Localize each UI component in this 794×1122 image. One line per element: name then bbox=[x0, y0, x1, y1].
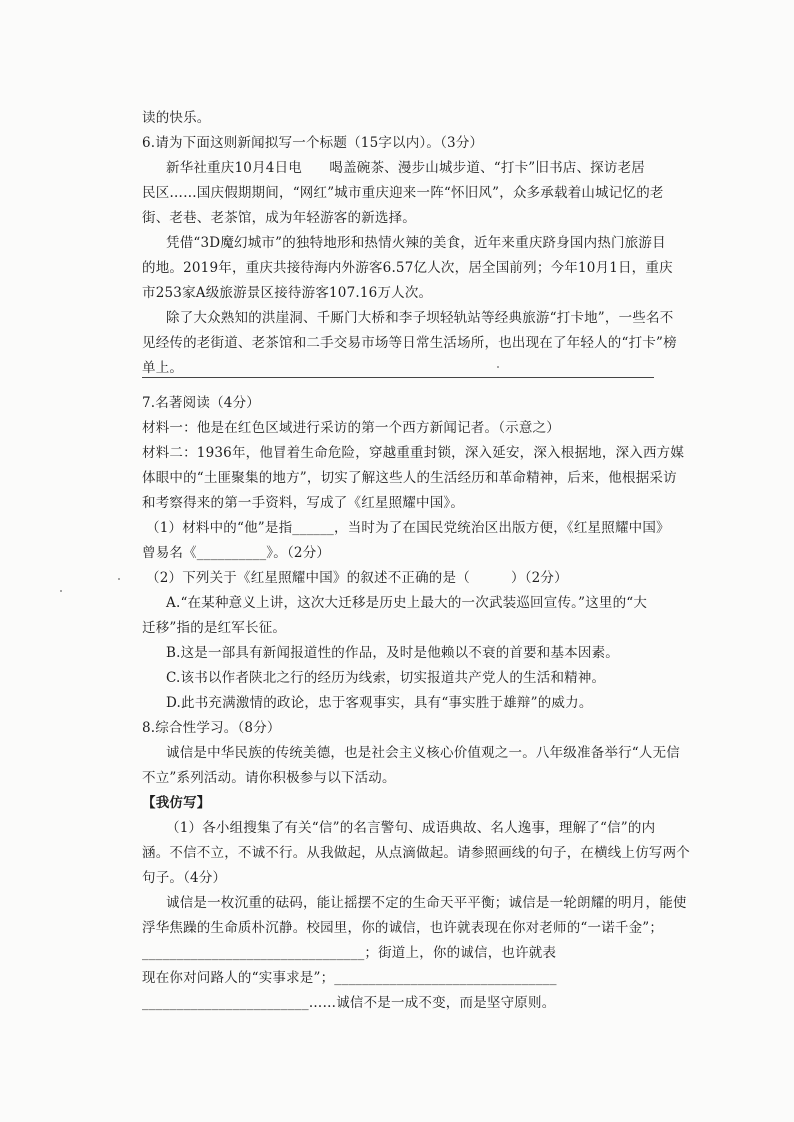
text-line: 单上。 bbox=[142, 360, 184, 376]
text-line: 凭借“3D魔幻城市”的独特地形和热情火辣的美食，近年来重庆跻身国内热门旅游目 bbox=[166, 235, 666, 251]
text-line: 材料二：1936年，他冒着生命危险，穿越重重封锁，深入延安，深入根据地，深入西方媒 bbox=[142, 445, 685, 461]
text-line: （2）下列关于《红星照耀中国》的叙述不正确的是（ ）（2分） bbox=[146, 570, 568, 586]
answer-blank-line[interactable]: 现在你对问路人的“实事求是”；________________________________ bbox=[142, 970, 557, 986]
text-line: 市253家A级旅游景区接待游客107.16万人次。 bbox=[142, 285, 433, 301]
text-line: （1）材料中的“他”是指______，当时为了在国民党统治区出版方便，《红星照耀中国》 bbox=[146, 520, 670, 536]
scan-speck bbox=[118, 578, 120, 580]
scan-speck bbox=[497, 366, 499, 368]
option-c: C.该书以作者陕北之行的经历为线索，切实报道共产党人的生活和精神。 bbox=[166, 670, 606, 686]
text-line: 诚信是中华民族的传统美德，也是社会主义核心价值观之一。八年级准备举行“人无信 bbox=[166, 745, 681, 761]
option-d: D.此书充满激情的政论，忠于客观事实，具有“事实胜于雄辩”的威力。 bbox=[166, 695, 593, 711]
text-line: 的地。2019年，重庆共接待海内外游客6.57亿人次，居全国前列；今年10月1日，重庆 bbox=[142, 260, 673, 276]
text-line: 句子。（4分） bbox=[142, 870, 227, 886]
question-6-heading: 6.请为下面这则新闻拟写一个标题（15字以内）。（3分） bbox=[142, 135, 484, 151]
text-line: 浮华焦躁的生命质朴沉静。校园里，你的诚信，也许就表现在你对老师的“一诺千金”； bbox=[142, 920, 664, 936]
text-line: 民区……国庆假期期间，“网红”城市重庆迎来一阵“怀旧风”，众多承载着山城记忆的老 bbox=[142, 185, 664, 201]
option-b: B.这是一部具有新闻报道性的作品，及时是他赖以不衰的首要和基本因素。 bbox=[166, 645, 620, 661]
text-line: 见经传的老街道、老茶馆和二手交易市场等日常生活场所，也出现在了年轻人的“打卡”榜 bbox=[142, 335, 677, 351]
text-line: 街、老巷、老茶馆，成为年轻游客的新选择。 bbox=[142, 210, 416, 226]
text-line: 除了大众熟知的洪崖洞、千厮门大桥和李子坝轻轨站等经典旅游“打卡地”，一些名不 bbox=[166, 310, 674, 326]
text-line: （1）各小组搜集了有关“信”的名言警句、成语典故、名人逸事，理解了“信”的内 bbox=[166, 820, 656, 836]
text-line: 诚信是一枚沉重的砝码，能让摇摆不定的生命天平平衡；诚信是一轮朗耀的明月，能使 bbox=[166, 895, 687, 911]
section-heading: 【我仿写】 bbox=[142, 795, 211, 811]
question-7-heading: 7.名著阅读（4分） bbox=[142, 395, 260, 411]
question-8-heading: 8.综合性学习。（8分） bbox=[142, 720, 281, 736]
answer-blank-line[interactable]: ________________________……诚信不是一成不变，而是坚守原则。 bbox=[142, 995, 556, 1011]
text-line: 体眼中的“土匪聚集的地方”，切实了解这些人的生活经历和革命精神，后来，他根据采访 bbox=[142, 470, 677, 486]
text-line: 新华社重庆10月4日电 喝盖碗茶、漫步山城步道、“打卡”旧书店、探访老居 bbox=[166, 160, 645, 176]
answer-line[interactable] bbox=[142, 377, 654, 378]
scan-speck bbox=[60, 590, 62, 592]
text-line: 涵。不信不立，不诚不行。从我做起，从点滴做起。请参照画线的句子，在横线上仿写两个 bbox=[142, 845, 690, 861]
text-line: 迁移”指的是红军长征。 bbox=[142, 620, 287, 636]
text-line: 材料一：他是在红色区域进行采访的第一个西方新闻记者。（示意之） bbox=[142, 420, 560, 436]
text-line: 读的快乐。 bbox=[142, 110, 211, 126]
option-a: A.“在某种意义上讲，这次大迁移是历史上最大的一次武装巡回宣传。”这里的“大 bbox=[166, 595, 648, 611]
text-line: 不立”系列活动。请你积极参与以下活动。 bbox=[142, 770, 396, 786]
text-line: 和考察得来的第一手资料，写成了《红星照耀中国》。 bbox=[142, 495, 465, 511]
answer-blank-line[interactable]: ________________________________；街道上，你的诚信，也许就表 bbox=[142, 945, 557, 961]
text-line: 曾易名《__________》。（2分） bbox=[142, 545, 331, 561]
